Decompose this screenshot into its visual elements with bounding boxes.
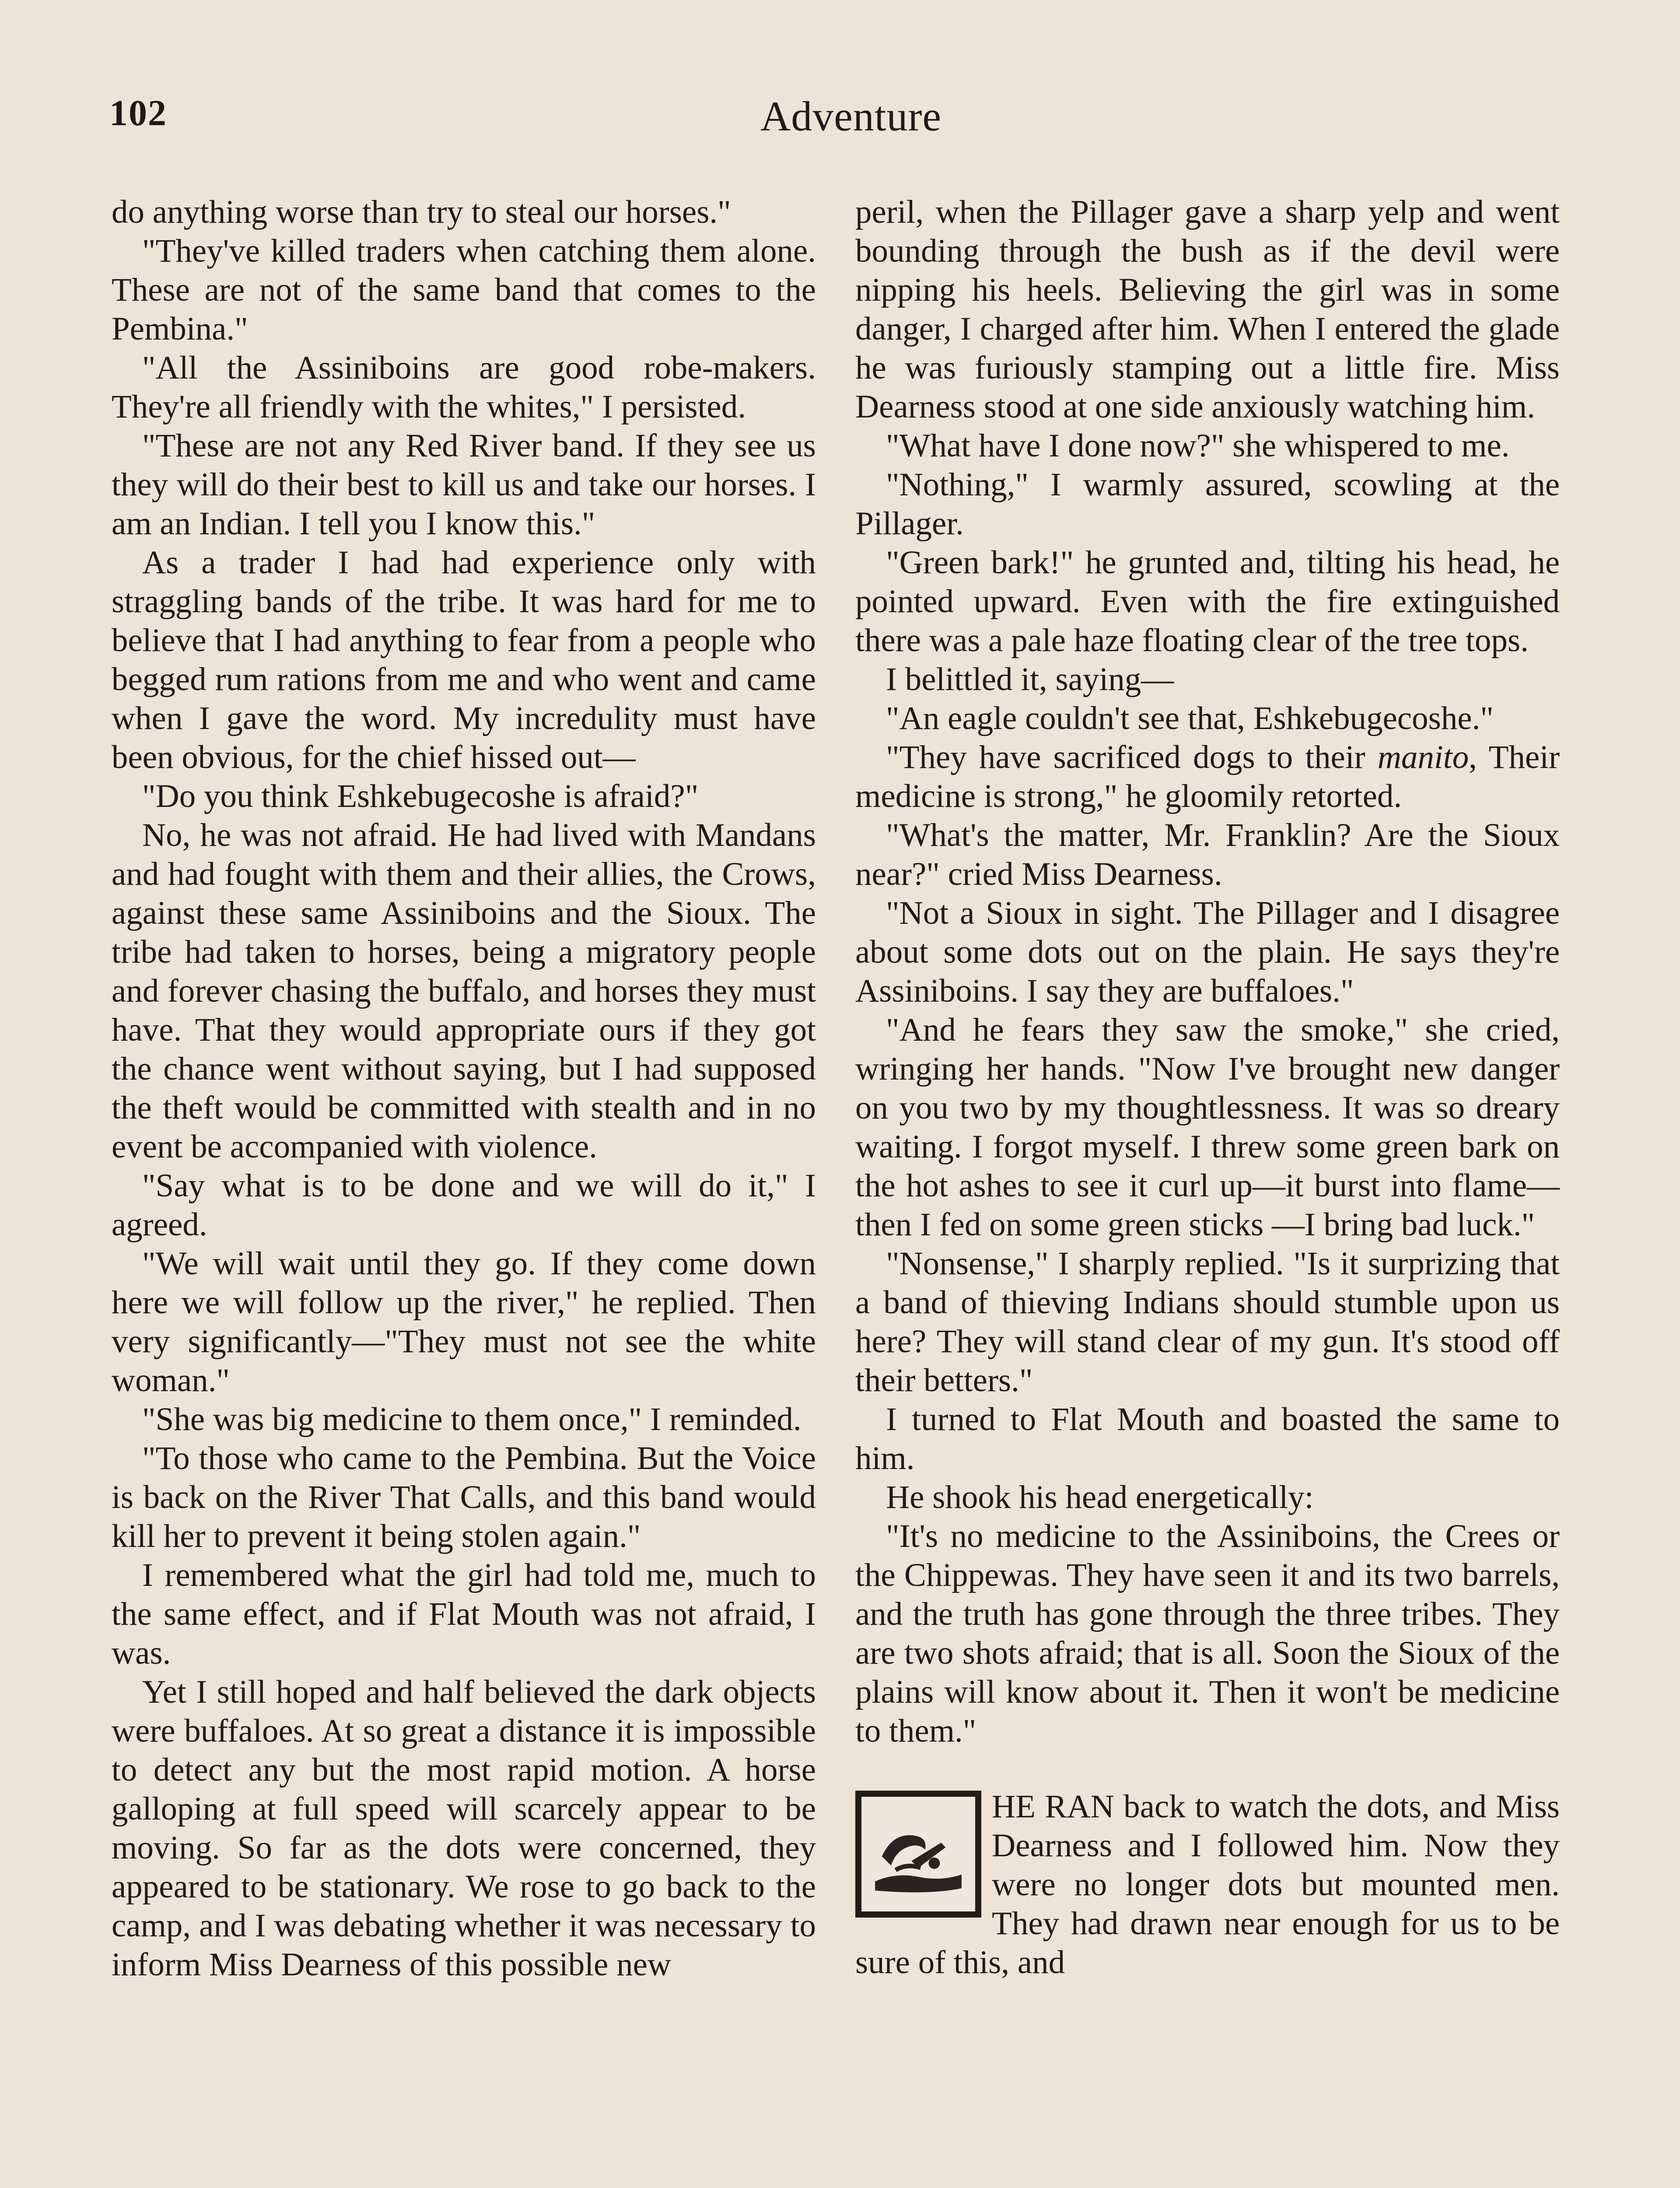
paragraph: No, he was not afraid. He had lived with Mandans and had fought with them and their allies, the Crows, against these same Assiniboins and the Sioux. The tribe had taken to horses, being a migratory people and forever chasing the buffalo, and horses they must have. That they would appropriate ours if they got the chance went without saying, but I had supposed the theft would be committed with stealth and in no event be accompanied with violence. (112, 817, 816, 1165)
paragraph: "Not a Sioux in sight. The Pillager and I disagree about some dots out on the plain. He says they're Assiniboins. I say they are buffaloes." (855, 895, 1560, 1009)
paragraph: "Green bark!" he grunted and, tilting his head, he pointed upward. Even with the fire extinguished there was a pale haze floating clear of the tree tops. (855, 544, 1560, 659)
paragraph: I belittled it, saying— (886, 661, 1174, 698)
text-run: "They have sacrificed dogs to their (886, 739, 1378, 775)
paragraph: "Do you think Eshkebugecoshe is afraid?" (142, 778, 699, 814)
paragraph: Yet I still hoped and half believed the dark objects were buffaloes. At so great a distance it is impossible to detect any but the most rapid motion. A horse galloping at full speed will scarcely appear to be moving. So far as the dots were concerned, they appeared to be stationary. We rose to go back to the camp, and I was debating whether it was necessary to inform Miss Dearness of this possible new (112, 1674, 816, 1983)
paragraph: "She was big medicine to them once," I reminded. (142, 1401, 802, 1438)
paragraph: "All the Assiniboins are good robe-makers. They're all friendly with the whites," I persisted. (112, 350, 816, 425)
paragraph: "What's the matter, Mr. Franklin? Are the Sioux near?" cried Miss Dearness. (855, 817, 1560, 892)
paragraph: "Say what is to be done and we will do it," I agreed. (112, 1168, 816, 1243)
drop-cap-illustration-icon (855, 1791, 981, 1918)
paragraph (855, 738, 1560, 816)
paragraph: "What have I done now?" she whispered to me. (886, 428, 1510, 464)
paragraph (855, 1787, 1560, 1982)
text-run: HE RAN back to watch the dots, and Miss Dearness and I followed him. Now they were no longer dots but mounted men. They had drawn near enough for us to be sure of this, and (855, 1788, 1560, 1981)
paragraph: I turned to Flat Mouth and boasted the same to him. (855, 1401, 1560, 1476)
paragraph: "These are not any Red River band. If they see us they will do their best to kill us and take our horses. I am an Indian. I tell you I know this." (112, 428, 816, 542)
paragraph: "Nothing," I warmly assured, scowling at the Pillager. (855, 466, 1560, 542)
paragraph: I remembered what the girl had told me, much to the same effect, and if Flat Mouth was not afraid, I was. (112, 1557, 816, 1671)
left-column (112, 193, 816, 1984)
paragraph: As a trader I had had experience only with straggling bands of the tribe. It was hard for me to believe that I had anything to fear from a people who begged rum rations from me and who went and came when I gave the word. My incredulity must have been obvious, for the chief hissed out— (112, 544, 816, 775)
paragraph: do anything worse than try to steal our horses." (112, 194, 731, 230)
paragraph: "We will wait until they go. If they come down here we will follow up the river," he replied. Then very significantly—"They must not see the white woman." (112, 1245, 816, 1399)
page-number: 102 (109, 93, 167, 133)
text-run: , Their medicine is strong," he gloomily retorted. (855, 739, 1560, 814)
italic-word: manito (1377, 739, 1469, 775)
right-column (855, 193, 1560, 1982)
paragraph: "Nonsense," I sharply replied. "Is it surprizing that a band of thieving Indians should stumble upon us here? They will stand clear of my gun. It's stood off their betters." (855, 1245, 1560, 1399)
paragraph: He shook his head energetically: (886, 1479, 1314, 1515)
paragraph: "It's no medicine to the Assiniboins, the Crees or the Chippewas. They have seen it and its two barrels, and the truth has gone through the three tribes. They are two shots afraid; that is all. Soon the Sioux of the plains will know about it. Then it won't be medicine to them." (855, 1518, 1560, 1749)
paragraph: "And he fears they saw the smoke," she cried, wringing her hands. "Now I've brought new danger on you two by my thoughtlessness. It was so dreary waiting. I forgot myself. I threw some green bark on the hot ashes to see it curl up—it burst into flame—then I fed on some green sticks —I bring bad luck." (855, 1012, 1560, 1243)
paragraph: peril, when the Pillager gave a sharp yelp and went bounding through the bush as if the devil were nipping his heels. Believing the girl was in some danger, I charged after him. When I entered the glade he was furiously stamping out a little fire. Miss Dearness stood at one side anxiously watching him. (855, 194, 1560, 425)
page-header (109, 92, 1592, 144)
paragraph: "They've killed traders when catching them alone. These are not of the same band that comes to the Pembina." (112, 233, 816, 347)
paragraph: "An eagle couldn't see that, Eshkebugecoshe." (886, 700, 1494, 736)
paragraph: "To those who came to the Pembina. But the Voice is back on the River That Calls, and this band would kill her to prevent it being stolen again." (112, 1440, 816, 1554)
magazine-title: Adventure (760, 93, 942, 140)
